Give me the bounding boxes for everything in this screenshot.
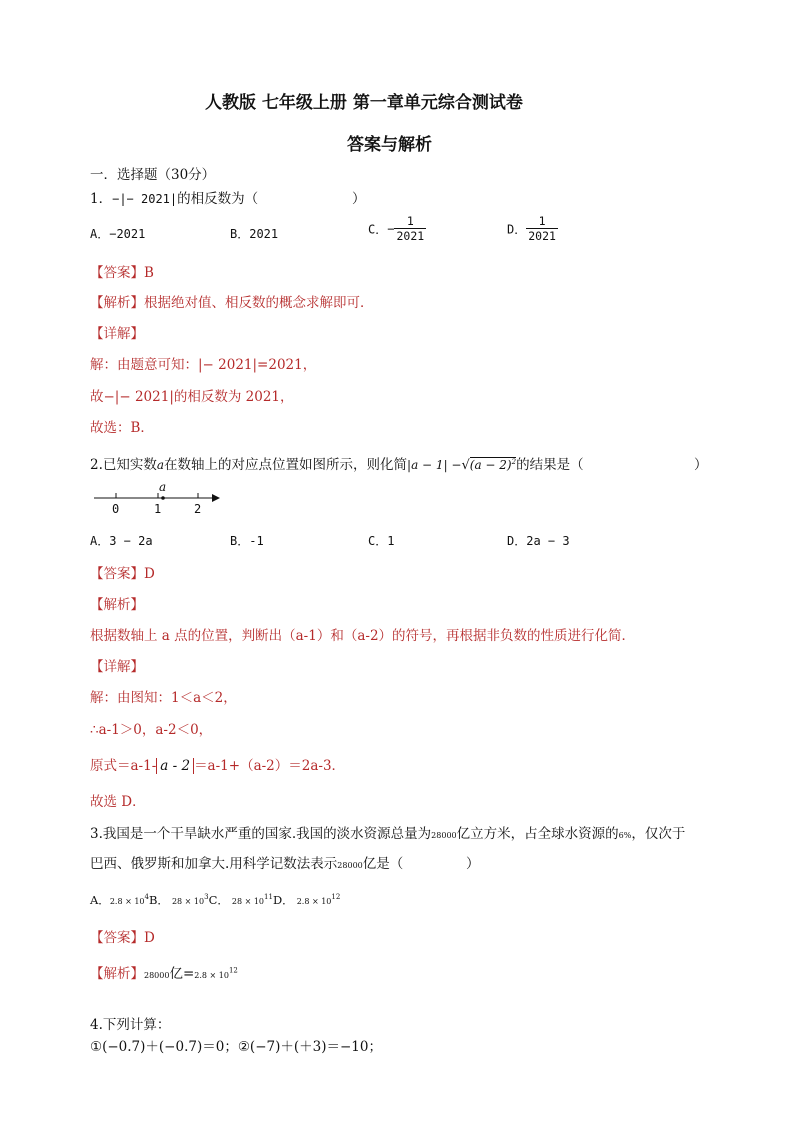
q3-option-b-exp: 3 [204, 893, 209, 902]
q1-analysis-tag: 【解析】 [90, 295, 144, 311]
q1-detail-line-1: 解：由题意可知：|− 2021|=2021， [90, 357, 317, 373]
q2-stem-close: ） [694, 457, 708, 473]
q4-line-1: ①(−0.7)＋(−0.7)＝0；②(−7)＋(＋3)＝−10； [90, 1039, 382, 1055]
q2-analysis-text: 根据数轴上 a 点的位置，判断出（a-1）和（a-2）的符号，再根据非负数的性质进行化简． [90, 628, 636, 644]
q1-option-c-label: C． [368, 222, 388, 237]
q1-stem [90, 187, 258, 207]
q2-option-a: A．3 − 2a [90, 534, 153, 548]
q1-option-c-denominator: 2021 [396, 229, 425, 244]
q3-analysis [90, 962, 238, 982]
q3-analysis-unit: 亿= [169, 966, 195, 982]
q2-detail-line-1: 解：由图知：1＜a＜2， [90, 690, 237, 706]
q2-stem [90, 453, 584, 473]
axis-tick-label-2: 2 [194, 502, 202, 516]
sqrt-icon: √ [461, 458, 470, 473]
q3-line1-prefix: 3.我国是一个干旱缺水严重的国家.我国的淡水资源总量为 [90, 826, 432, 842]
q3-stem-line-2 [90, 852, 403, 872]
q1-option-c-sign: − [387, 221, 395, 236]
q2-detail-tag: 【详解】 [90, 659, 144, 675]
q3-option-c-base: 28 × 10 [231, 897, 265, 906]
q1-option-b: B．2021 [230, 227, 279, 241]
q1-answer [90, 261, 154, 281]
q1-option-a: A．−2021 [90, 227, 146, 241]
q1-option-d-denominator: 2021 [528, 229, 556, 244]
q2-option-b: B．-1 [230, 534, 264, 548]
q2-stem-prefix: 2.已知实数 [90, 457, 157, 473]
q2-detail-line-3-prefix: 原式＝a-1- [90, 758, 157, 774]
q3-answer [90, 926, 155, 946]
q3-stem-line-1 [90, 822, 685, 842]
q1-analysis-text: 根据绝对值、相反数的概念求解即可． [144, 295, 374, 311]
section-heading: 一．选择题（30分） [90, 167, 216, 183]
q3-option-d-base: 2.8 × 10 [296, 897, 332, 906]
q2-stem-expr-a: |a − 1| − [407, 458, 462, 472]
q1-option-d-numerator: 1 [538, 214, 546, 228]
q3-line2-num: 28000 [337, 861, 363, 870]
q3-line2-prefix: 巴西、俄罗斯和加拿大.用科学记数法表示 [90, 856, 338, 872]
q2-stem-mid: 在数轴上的对应点位置如图所示，则化简 [164, 457, 408, 473]
q3-analysis-tag: 【解析】 [90, 966, 144, 982]
q3-option-d-label: D． [272, 893, 294, 907]
q2-answer-value: D [144, 566, 155, 582]
q1-stem-close: ） [352, 191, 366, 207]
q3-option-b-label: B． [148, 893, 169, 907]
q2-stem-var: a [156, 458, 165, 472]
q2-detail-line-4: 故选 D． [90, 794, 146, 810]
q2-answer [90, 562, 155, 582]
q1-answer-tag: 【答案】 [90, 265, 144, 281]
q3-stem-close: ） [466, 856, 480, 872]
q3-option-b-base: 28 × 10 [171, 897, 205, 906]
q1-stem-prefix: 1． [90, 191, 113, 207]
arrow-right-icon [212, 494, 220, 502]
point-a [161, 496, 165, 500]
q3-option-d-exp: 12 [331, 893, 341, 902]
q3-option-c-exp: 11 [264, 893, 273, 902]
q3-option-a-label: A． [90, 893, 110, 907]
q1-option-d-label: D． [507, 222, 527, 237]
q2-stem-exp: 2 [511, 458, 517, 466]
q3-option-a-exp: 4 [144, 893, 149, 902]
q3-option-a-base: 2.8 × 10 [109, 897, 145, 906]
q3-options [90, 892, 340, 908]
q1-detail-line-2: 故−|− 2021|的相反数为 2021， [90, 389, 294, 405]
q1-answer-value: B [144, 265, 154, 281]
q3-option-c-label: C． [208, 893, 229, 907]
page-subtitle: 答案与解析 [347, 135, 432, 155]
q3-analysis-exp: 12 [228, 966, 238, 975]
q1-analysis [90, 291, 374, 311]
q1-option-d [507, 214, 558, 244]
q1-option-c-numerator: 1 [406, 214, 414, 228]
q3-line1-mid: 亿立方米，占全球水资源的 [456, 826, 619, 842]
page-title: 人教版 七年级上册 第一章单元综合测试卷 [205, 93, 523, 113]
q3-line2-suffix: 亿是（ [362, 856, 404, 872]
q3-analysis-num: 28000 [144, 971, 170, 980]
axis-label-a: a [159, 480, 167, 494]
q1-option-c [368, 214, 426, 244]
q1-detail-line-3: 故选：B． [90, 420, 154, 436]
q3-line1-pct: 6% [618, 831, 632, 840]
q4-stem: 4.下列计算： [90, 1017, 171, 1033]
q2-option-d: D．2a − 3 [507, 534, 570, 548]
q2-option-c: C．1 [368, 534, 395, 548]
q2-detail-line-3 [90, 754, 345, 774]
q2-analysis-tag: 【解析】 [90, 597, 144, 613]
q2-stem-suffix: 的结果是（ [516, 457, 584, 473]
q1-stem-suffix: 的相反数为（ [177, 191, 259, 207]
q2-detail-line-3-suffix: ＝a-1+（a-2）＝2a-3． [194, 758, 346, 774]
q1-detail-tag: 【详解】 [90, 326, 144, 342]
q2-answer-tag: 【答案】 [90, 566, 144, 582]
q1-stem-expr: −|− 2021| [112, 192, 178, 206]
q3-analysis-base: 2.8 × 10 [194, 971, 229, 980]
axis-tick-label-1: 1 [154, 502, 162, 516]
q3-answer-value: D [144, 930, 155, 946]
q2-detail-line-2: ∴a-1＞0，a-2＜0， [90, 722, 213, 738]
q2-stem-expr-b: (a − 2) [469, 458, 512, 472]
axis-tick-label-0: 0 [112, 502, 120, 516]
q2-detail-line-3-abs: a - 2 [156, 758, 194, 774]
q3-answer-tag: 【答案】 [90, 930, 144, 946]
q3-line1-num: 28000 [431, 831, 457, 840]
q3-line1-suffix: ，仅次于 [631, 826, 686, 842]
q2-stem-radicand [470, 457, 516, 472]
